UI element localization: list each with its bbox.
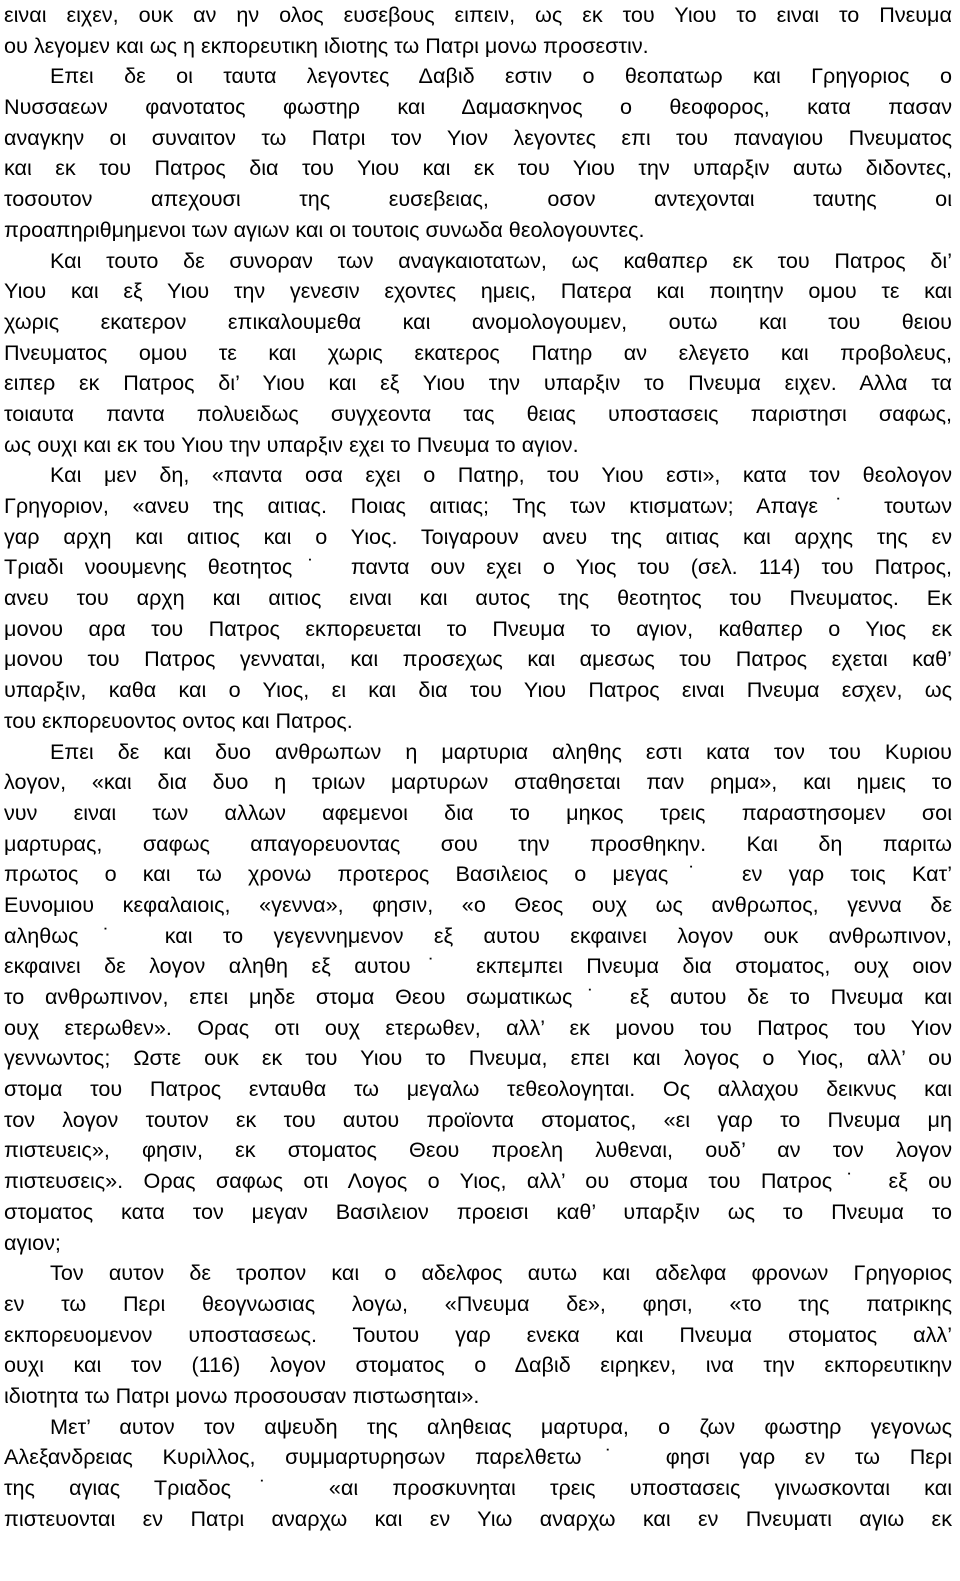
text-line: Επει δε και δυο ανθρωπων η μαρτυρια αληθης εστι κατα τον του Κυριου bbox=[50, 738, 952, 764]
text-line: στοματος κατα τον μεγαν Βασιλειον προεισι καθ’ υπαρξιν ως το Πνευμα το bbox=[4, 1198, 952, 1224]
text-line: στομα του Πατρος ενταυθα τω μεγαλω τεθεολογηται. Ος αλλαχου δεικνυς και bbox=[4, 1076, 952, 1102]
text-line: του εκπορευοντος οντος και Πατρος. bbox=[4, 707, 353, 733]
text-line: ουχ ετερωθεν». Ορας οτι ουχ ετερωθεν, αλλ’ εκ μονου του Πατρος του Υιον bbox=[4, 1014, 952, 1040]
text-line: προαπηριθμημενοι των αγιων και οι τουτοις συνωδα θεολογουντες. bbox=[4, 216, 645, 242]
text-line: αγιον; bbox=[4, 1229, 61, 1255]
text-line: χωρις εκατερον επικαλουμεθα και ανομολογουμεν, ουτω και του θειου bbox=[4, 308, 952, 334]
text-line: Γρηγοριον, «ανευ της αιτιας. Ποιας αιτιας; Της των κτισματων; Απαγε˙ τουτων bbox=[4, 493, 952, 518]
text-line: ανευ του αρχη και αιτιος ειναι και αυτος της θεοτητος του Πνευματος. Εκ bbox=[4, 585, 952, 611]
text-line: Υιου και εξ Υιου την γενεσιν εχοντες ημεις, Πατερα και ποιητην ομου τε και bbox=[4, 278, 952, 304]
text-line: γαρ αρχη και αιτιος και ο Υιος. Τοιγαρουν ανευ της αιτιας και αρχης της εν bbox=[4, 523, 952, 549]
text-line: γεννωντος; Ωστε ουκ εκ του Υιου το Πνευμα, επει και λογος ο Υιος, αλλ’ ου bbox=[4, 1045, 952, 1071]
text-line: ουχι και τον (116) λογον στοματος ο Δαβιδ ειρηκεν, ινα την εκπορευτικην bbox=[4, 1352, 952, 1378]
document-page bbox=[4, 0, 952, 1534]
text-line: τοιαυτα παντα πολυειδως συγχεοντα τας θειας υποστασεις παριστησι σαφως, bbox=[4, 400, 952, 426]
text-line: μονου αρα του Πατρος εκπορευεται το Πνευμα το αγιον, καθαπερ ο Υιος εκ bbox=[4, 615, 952, 641]
text-line: τον λογον τουτον εκ του αυτου προϊοντα στοματος, «ει γαρ το Πνευμα μη bbox=[4, 1106, 952, 1132]
text-line: Ευνομιου κεφαλαιοις, «γεννα», φησιν, «ο Θεος ουχ ως ανθρωπος, γεννα δε bbox=[4, 891, 952, 917]
text-line: ως ουχι και εκ του Υιου την υπαρξιν εχει το Πνευμα το αγιον. bbox=[4, 431, 579, 457]
text-line: της αγιας Τριαδος˙ «αι προσκυνηται τρεις υποστασεις γινωσκονται και bbox=[4, 1475, 952, 1500]
text-line: εν τω Περι θεογνωσιας λογω, «Πνευμα δε», φησι, «το της πατρικης bbox=[4, 1290, 952, 1316]
text-line: πιστευσεις». Ορας σαφως οτι Λογος ο Υιος, αλλ’ ου στομα του Πατρος˙ εξ ου bbox=[4, 1168, 952, 1194]
text-line: Τον αυτον δε τροπον και ο αδελφος αυτω και αδελφα φρονων Γρηγοριος bbox=[50, 1260, 952, 1286]
text-line: λογον, «και δια δυο η τριων μαρτυρων σταθησεται παν ρημα», και ημεις το bbox=[4, 769, 952, 795]
text-line: υπαρξιν, καθα και ο Υιος, ει και δια του Υιου Πατρος ειναι Πνευμα εσχεν, ως bbox=[4, 677, 952, 703]
text-line: ειπερ εκ Πατρος δι’ Υιου και εξ Υιου την υπαρξιν το Πνευμα ειχεν. Αλλα τα bbox=[4, 370, 952, 396]
text-line: Μετ’ αυτον τον αψευδη της αληθειας μαρτυρα, ο ζων φωστηρ γεγονως bbox=[50, 1413, 952, 1439]
text-line: ιδιοτητα τω Πατρι μονω προσουσαν πιστωσηται». bbox=[4, 1382, 480, 1408]
text-line: Και μεν δη, «παντα οσα εχει ο Πατηρ, του Υιου εστι», κατα τον θεολογον bbox=[50, 462, 952, 488]
text-line: πιστευονται εν Πατρι αναρχω και εν Υιω αναρχω και εν Πνευματι αγιω εκ bbox=[4, 1505, 952, 1531]
text-line: Νυσσαεων φανοτατος φωστηρ και Δαμασκηνος ο θεοφορος, κατα πασαν bbox=[4, 94, 952, 120]
text-line: μονου του Πατρος γενναται, και προσεχως και αμεσως του Πατρος εχεται καθ’ bbox=[4, 646, 952, 672]
text-line: Και τουτο δε συνοραν των αναγκαιοτατων, ως καθαπερ εκ του Πατρος δι’ bbox=[50, 247, 952, 273]
text-line: αληθως˙ και το γεγεννημενον εξ αυτου εκφαινει λογον ουκ ανθρωπινον, bbox=[4, 922, 952, 948]
text-line: πρωτος ο και τω χρονω προτερος Βασιλειος ο μεγας˙ εν γαρ τοις Κατ’ bbox=[4, 861, 952, 887]
text-line: τοσουτον απεχουσι της ευσεβειας, οσον αντεχονται ταυτης οι bbox=[4, 186, 952, 212]
text-line: και εκ του Πατρος δια του Υιου και εκ του Υιου την υπαρξιν αυτω διδοντες, bbox=[4, 155, 952, 181]
text-line: ου λεγομεν και ως η εκπορευτικη ιδιοτης τω Πατρι μονω προσεστιν. bbox=[4, 32, 649, 58]
text-line: Επει δε οι ταυτα λεγοντες Δαβιδ εστιν ο θεοπατωρ και Γρηγοριος ο bbox=[50, 63, 952, 89]
text-line: Αλεξανδρειας Κυριλλος, συμμαρτυρησων παρελθετω˙ φησι γαρ εν τω Περι bbox=[4, 1444, 952, 1470]
text-line: το ανθρωπινον, επει μηδε στομα Θεου σωματικως˙ εξ αυτου δε το Πνευμα και bbox=[4, 984, 952, 1009]
text-line: αναγκην οι συναιτον τω Πατρι τον Υιον λεγοντες επι του παναγιου Πνευματος bbox=[4, 124, 952, 150]
text-line: ειναι ειχεν, ουκ αν ην ολος ευσεβους ειπειν, ως εκ του Υιου το ειναι το Πνευμα bbox=[4, 2, 952, 27]
text-line: εκφαινει δε λογον αληθη εξ αυτου˙ εκπεμπει Πνευμα δια στοματος, ουχ οιον bbox=[4, 953, 952, 979]
text-line: Τριαδι νοουμενης θεοτητος˙ παντα ουν εχει ο Υιος του (σελ. 114) του Πατρος, bbox=[4, 554, 952, 580]
text-line: μαρτυρας, σαφως απαγορευοντας σου την προσθηκην. Και δη παριτω bbox=[4, 830, 952, 856]
text-line: Πνευματος ομου τε και χωρις εκατερος Πατηρ αν ελεγετο και προβολευς, bbox=[4, 339, 952, 365]
text-line: εκπορευομενον υποστασεως. Τουτου γαρ ενεκα και Πνευμα στοματος αλλ’ bbox=[4, 1321, 952, 1347]
text-line: πιστευεις», φησιν, εκ στοματος Θεου προελη λυθεναι, ουδ’ αν τον λογον bbox=[4, 1137, 952, 1163]
text-line: νυν ειναι των αλλων αφεμενοι δια το μηκος τρεις παραστησομεν σοι bbox=[4, 799, 952, 825]
